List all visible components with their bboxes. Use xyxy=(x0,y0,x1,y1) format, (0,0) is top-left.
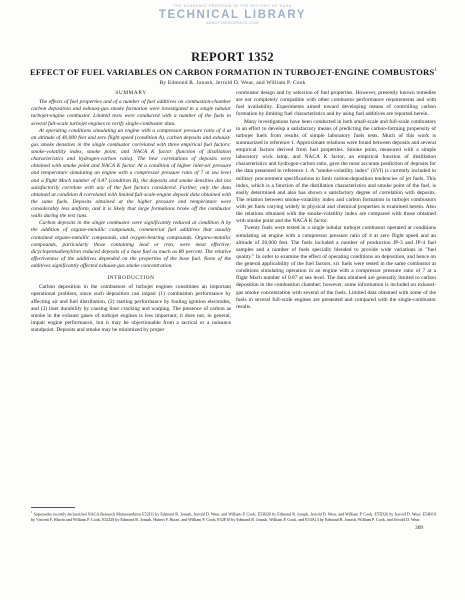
introduction-paragraph: Twenty fuels were tested in a single tubular turbojet combustor operated at conditions simulating an engine with a compressor pressure ratio of 4 at zero flight speed and an altitude of 20,000 feet. The fuels included a number of production JP-3 and JP-4 fuel samples and a number of fuels specially blended to provide wide variations in "fuel quality." In order to examine the effect of operating conditions on deposition, and hence on the general applicability of the fuel factors, six fuels were tested in the same combustor at conditions simulating operation in an engine with a compressor pressure ratio of 7 at a flight Mach number of 0.87 at sea level. The data obtained are generally limited to carbon deposition in the combustion chamber; however, some information is included on exhaust-gas smoke concentration with several of the fuels. Limited data obtained with some of the fuels in several full-scale engines are presented and compared with the single-combustor results. xyxy=(236,225,436,310)
introduction-paragraph: combustor design and by selection of fuel properties. However, presently known remedies are not completely compatible with other combustor performance requirements and with fuel availability. Experiments aimed toward developing means of controlling carbon formation by limiting fuel characteristics and by using fuel additives are reported herein. xyxy=(236,90,436,118)
authors-line: By Edmond R. Jonash, Jerrold D. Wear, and William P. Cook xyxy=(159,80,306,86)
footnote-mark: 1 xyxy=(31,510,33,514)
introduction-paragraph: Carbon deposition in the combustors of turbojet engines constitutes an important operational problem, since such deposition can impair (1) combustion performance by affecting air and fuel distribution, (2) starting performance by fouling ignition electrodes, and (3) liner durability by causing liner cracking and warping. The presence of carbon as smoke in the exhaust gases of turbojet engines is less important; it does not, in general, impair engine performance, but it may be objectionable from a tactical or a nuisance standpoint. Deposits and smoke may be minimized by proper xyxy=(31,284,231,333)
paper-title-text: EFFECT OF FUEL VARIABLES ON CARBON FORMATION IN TURBOJET-ENGINE COMBUSTORS xyxy=(30,67,435,77)
footnote xyxy=(31,510,436,522)
paper-title xyxy=(30,67,435,77)
title-footnote-mark: 1 xyxy=(434,68,437,74)
logo-url: ABBOTTAEROSPACE.COM xyxy=(206,21,259,25)
summary-paragraph: The effects of fuel properties and of a number of fuel additives on combustion-chamber carbon deposition and exhaust-gas smoke formation were investigated in a single tubular turbojet-engine combustor. Limited tests were conducted with a number of the fuels in several full-scale turbojet engines to verify single-combustor data. xyxy=(31,99,231,127)
right-column xyxy=(236,90,436,311)
left-column xyxy=(31,90,231,334)
footnote-divider xyxy=(31,507,75,508)
report-number: REPORT 1352 xyxy=(191,50,274,64)
logo-title: TECHNICAL LIBRARY xyxy=(158,9,307,21)
summary-paragraph: Carbon deposits in the single combustor were significantly reduced at condition A by the addition of organo-metallic compounds, commercial fuel additives that usually contained organo-metallic compounds, and oxygen-bearing compounds. Organo-metallic compounds, particularly those containing lead or iron, were most effective: dicyclopentadienyliron reduced deposits of a base fuel as much as 80 percent. The relative effectiveness of the additives depended on the properties of the base fuel. None of the additives significantly affected exhaust-gas smoke concentration. xyxy=(31,220,231,269)
page-number: 309 xyxy=(415,525,424,531)
introduction-paragraph: Many investigations have been conducted in both small-scale and full-scale combustors in an effort to develop a satisfactory means of predicting the carbon-forming propensity of turbojet fuels from results of simple laboratory fuels tests. Much of this work is summarized in reference 1. Approximate relations were found between deposits and several empirical factors derived from fuel properties. Smoke point, measured with a simple laboratory wick lamp, and NACA K factor, an empirical function of distillation characteristics and hydrogen-carbon ratio, gave the most accurate prediction of deposits for the data presented in reference 1. A "smoke-volatility index" (SVI) is currently included in military procurement specifications to limit carbon-deposition tendencies of jet fuels. This index, which is a function of the distillation characteristics and smoke point of the fuel, is easily determined and also has shown a satisfactory degree of correlation with deposits. The relation between smoke-volatility index and carbon formation in turbojet combustors with jet fuels varying widely in physical and chemical properties is examined herein. Also the relations obtained with the smoke-volatility index are compared with those obtained with smoke point and the NACA K factor. xyxy=(236,118,436,225)
logo-small-text: THE ACADEMIC PROGRAM IN THE HISTORY OF NASA xyxy=(173,4,292,8)
technical-library-logo xyxy=(0,4,465,26)
introduction-heading: INTRODUCTION xyxy=(107,275,155,282)
summary-paragraph: At operating conditions simulating an engine with a compressor pressure ratio of 4 at an altitude of 40,000 feet and zero flight speed (condition A), carbon deposits and exhaust-gas smoke densities in the single combustor correlated with three empirical fuel factors: smoke-volatility index, smoke point, and NACA K factor (function of distillation characteristics and hydrogen-carbon ratio). The best correlations of deposits were obtained with smoke point and NACA K factor. At a condition of higher inlet-air pressure and temperature simulating an engine with a compressor pressure ratio of 7 at sea level and a flight Mach number of 0.87 (condition B), the deposits and smoke densities did not satisfactorily correlate with any of the fuel factors considered. Further, only the data obtained at condition A correlated with limited full-scale-engine deposit data obtained with the same fuels. Deposits obtained at the higher pressure and temperature were considerably less uniform, and it is likely that large formations broke off the combustor walls during the test runs. xyxy=(31,127,231,220)
footnote-text: Supersedes recently declassified NACA Research Memorandums E52I11 by Edmond R. Jonash, Jerrold D. Wear, and William P. Cook; E53B26 by Edmond R. Jonash, Jerrold D. Wear, and William P. Cook; E55D26 by Jerrold D. Wear; E54B19 by Vincent F. Hlavin and William P. Cook; E52J28 by Edmond R. Jonash, Hubert F. Butze, and William P. Cook; E52F10 by Edmond R. Jonash, William P. Cook, and E53A13 by Edmond R. Jonash, William P. Cook, and Jerrold D. Wear. xyxy=(31,511,436,522)
summary-heading: SUMMARY xyxy=(115,90,147,96)
